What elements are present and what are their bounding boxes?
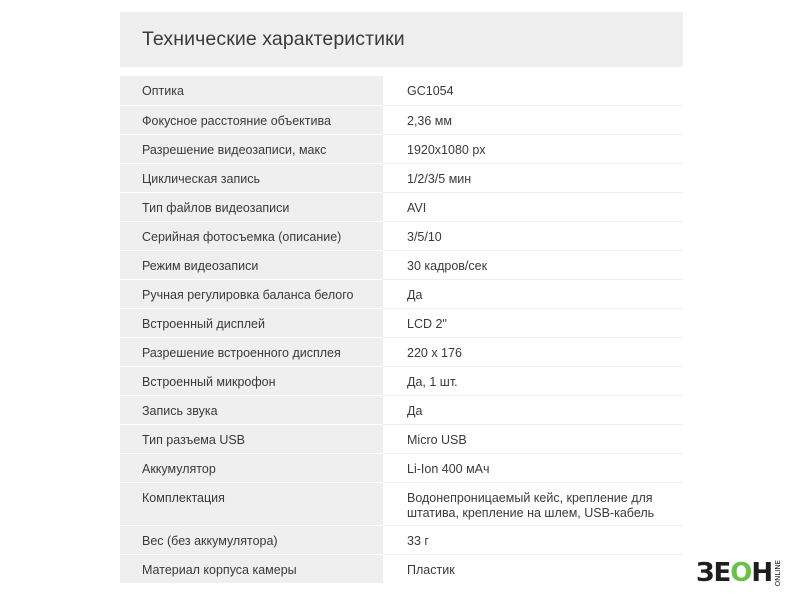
spec-value: Да, 1 шт. (383, 366, 683, 395)
spec-name: Оптика (120, 76, 383, 105)
table-row (120, 308, 683, 337)
brand-logo (696, 558, 783, 589)
table-row (120, 250, 683, 279)
logo-mark (696, 558, 773, 589)
table-row (120, 105, 683, 134)
spec-value: Пластик (407, 562, 455, 577)
spec-name: Тип разъема USB (120, 424, 383, 453)
spec-name: Встроенный дисплей (120, 308, 383, 337)
table-row (120, 134, 683, 163)
table-row (120, 525, 683, 554)
table-row (120, 76, 683, 105)
table-row (120, 554, 683, 583)
logo-mark-part1: ЗЕ (696, 558, 731, 589)
spec-value: 1/2/3/5 мин (383, 163, 683, 192)
spec-value: Водонепроницаемый кейс, крепление для штатива, крепление на шлем, USB-кабель (383, 482, 683, 525)
table-row (120, 221, 683, 250)
spec-value: 30 кадров/сек (383, 250, 683, 279)
spec-name: Комплектация (120, 482, 383, 525)
spec-name: Циклическая запись (120, 163, 383, 192)
spec-value: GC1054 (383, 76, 683, 105)
spec-value: 3/5/10 (383, 221, 683, 250)
spec-name: Аккумулятор (120, 453, 383, 482)
spec-value: AVI (383, 192, 683, 221)
table-row (120, 482, 683, 525)
table-row (120, 279, 683, 308)
spec-value: 220 x 176 (383, 337, 683, 366)
spec-name: Фокусное расстояние объектива (120, 105, 383, 134)
table-row (120, 424, 683, 453)
table-row (120, 453, 683, 482)
spec-name: Ручная регулировка баланса белого (120, 279, 383, 308)
spec-value: Li-Ion 400 мАч (383, 453, 683, 482)
spec-name: Серийная фотосъемка (описание) (120, 221, 383, 250)
logo-subtext: ONLINE (774, 560, 783, 587)
logo-mark-accent: О (730, 558, 752, 589)
spec-value: Micro USB (383, 424, 683, 453)
spec-value: Да (383, 279, 683, 308)
table-row (120, 395, 683, 424)
spec-value: LCD 2" (383, 308, 683, 337)
spec-name: Разрешение видеозаписи, макс (120, 134, 383, 163)
specs-header (120, 12, 683, 67)
spec-name: Режим видеозаписи (120, 250, 383, 279)
table-row (120, 163, 683, 192)
spec-value: Да (383, 395, 683, 424)
spec-value: 33 г (383, 525, 683, 554)
spec-name: Материал корпуса камеры (120, 554, 383, 583)
spec-name: Запись звука (120, 395, 383, 424)
table-row (120, 192, 683, 221)
spec-name: Встроенный микрофон (120, 366, 383, 395)
specs-table (120, 76, 683, 583)
page-title: Технические характеристики (142, 28, 405, 50)
logo-mark-part3: Н (751, 558, 773, 589)
table-row (120, 366, 683, 395)
spec-name: Разрешение встроенного дисплея (120, 337, 383, 366)
table-row (120, 337, 683, 366)
spec-name: Вес (без аккумулятора) (120, 525, 383, 554)
spec-name: Тип файлов видеозаписи (120, 192, 383, 221)
spec-value: 1920x1080 px (383, 134, 683, 163)
spec-value: 2,36 мм (383, 105, 683, 134)
